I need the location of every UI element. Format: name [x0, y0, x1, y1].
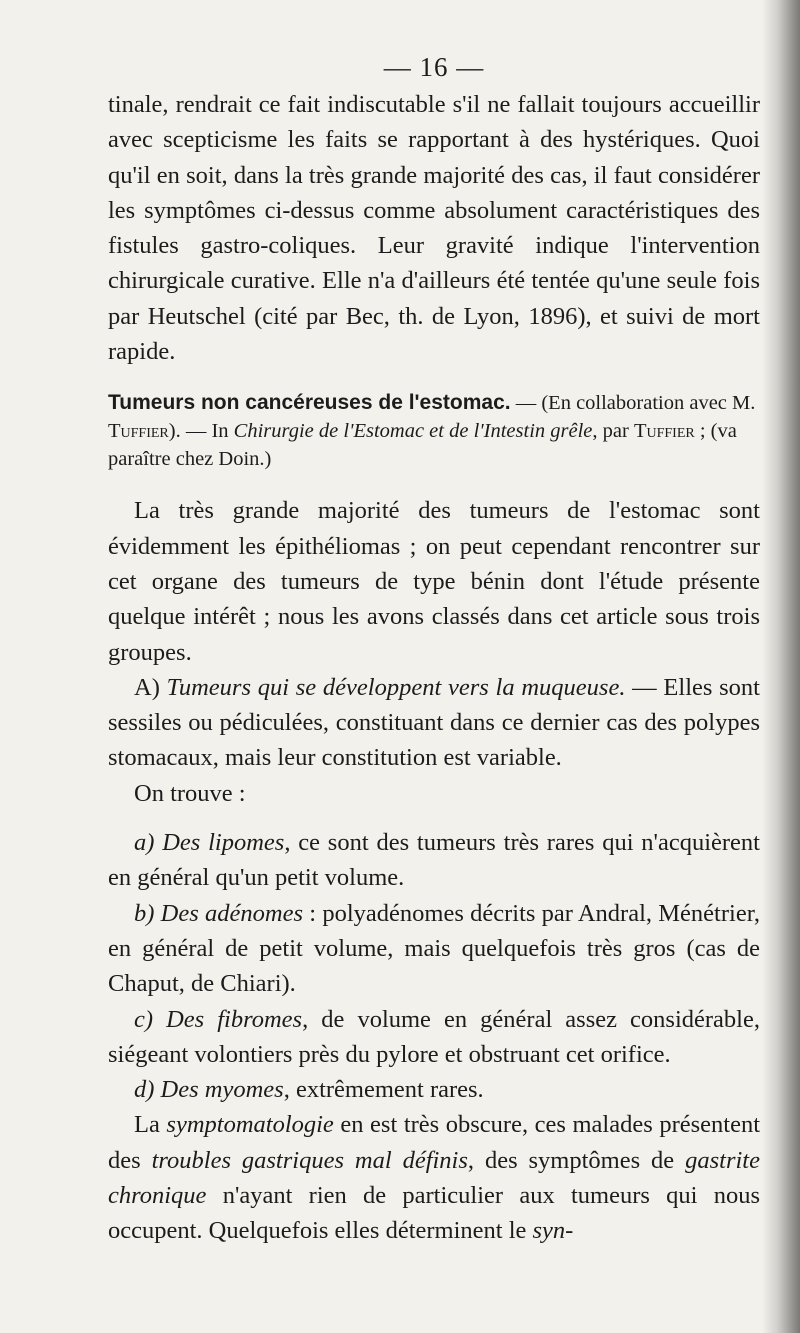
list-item-term: Des adénomes [160, 899, 304, 927]
list-item-term: Des fibromes [166, 1005, 303, 1033]
list-item-adenomes [108, 896, 760, 1002]
symptom-italic-3: gastrite chronique [108, 1146, 760, 1210]
paragraph-fistules: tinale, rendrait ce fait indiscutable s'il ne fallait toujours accueillir avec scepticisme les faits se rapportant à des hystériques. Quoi qu'il en soit, dans la très grande majorité des cas, il faut considérer les symptômes ci-dessus comme absolument caractéristiques des fistules gastro-coliques. Leur gravité indique l'intervention chirurgicale curative. Elle n'a d'ailleurs été tentée qu'une seule fois par Heutschel (cité par Bec, th. de Lyon, 1896), et suivi de mort rapide. [108, 91, 760, 366]
paragraph-intro-tumeurs: La très grande majorité des tumeurs de l'estomac sont évidemment les épithéliomas ; on peut cependant rencontrer sur cet organe des tumeurs de type bénin dont l'étude présente quelque intérêt ; nous les avons classés dans cet article sous trois groupes. [108, 497, 760, 666]
reference-text-4: ; (va paraître chez Doin.) [108, 420, 737, 471]
reference-title: Tumeurs non cancéreuses de l'estomac. [108, 391, 511, 415]
symptom-italic-2: troubles gastriques mal définis [151, 1146, 468, 1174]
paragraph-on-trouve: On trouve : [134, 779, 246, 807]
book-page [108, 52, 760, 1249]
reference-text-1: — (En collaboration avec M. [510, 392, 756, 415]
page-edge-shadow [762, 0, 800, 1333]
list-item-lipomes [108, 825, 760, 896]
list-item-myomes [108, 1072, 760, 1107]
paragraph-section-a [108, 670, 760, 776]
list-item-fibromes [108, 1002, 760, 1073]
symptom-italic-1: symptomatologie [166, 1111, 334, 1139]
list-item-text: : polyadénomes décrits par Andral, Ménétrier, en général de petit volume, mais quelquefois très gros (cas de Chaput, de Chiari). [108, 899, 760, 998]
section-a-heading: Tumeurs qui se développent vers la muqueuse. [166, 673, 626, 701]
symptom-text-4: n'ayant rien de particulier aux tumeurs qui nous occupent. Quelquefois elles déterminent le [108, 1182, 760, 1245]
paragraph-symptomatologie [108, 1107, 760, 1248]
symptom-text-2: en est très obscure, ces malades présentent des [108, 1111, 761, 1174]
list-item-label: d) [134, 1076, 161, 1104]
list-item-text: , extrêmement rares. [283, 1076, 484, 1104]
list-item-term: Des myomes [160, 1076, 284, 1104]
symptom-text-1: La [134, 1111, 167, 1139]
page-number: — 16 — [383, 52, 485, 82]
reference-book-title: Chirurgie de l'Estomac et de l'Intestin grêle [233, 420, 593, 443]
list-item-term: Des lipomes [162, 829, 285, 857]
list-item-text: , de volume en général assez considérable, siégeant volontiers près du pylore et obstruant cet orifice. [108, 1005, 760, 1068]
list-item-text: , ce sont des tumeurs très rares qui n'acquièrent en général qu'un petit volume. [108, 829, 760, 892]
reference-entry [108, 389, 760, 473]
reference-text-2: ). — In [168, 420, 234, 443]
reference-author-2: Tuffier [633, 420, 695, 443]
reference-text-3: , par [592, 420, 634, 443]
reference-author-1: Tuffier [108, 420, 169, 443]
section-a-text: — Elles sont sessiles ou pédiculées, constituant dans ce dernier cas des polypes stomacaux, mais leur constitution est variable. [108, 673, 760, 772]
list-item-label: c) [134, 1005, 167, 1033]
symptom-italic-4: syn- [532, 1217, 574, 1245]
symptom-text-3: , des symptômes de [467, 1146, 686, 1174]
list-item-label: a) [134, 829, 163, 857]
list-item-label: b) [134, 899, 161, 927]
section-a-label: A) [134, 673, 167, 701]
